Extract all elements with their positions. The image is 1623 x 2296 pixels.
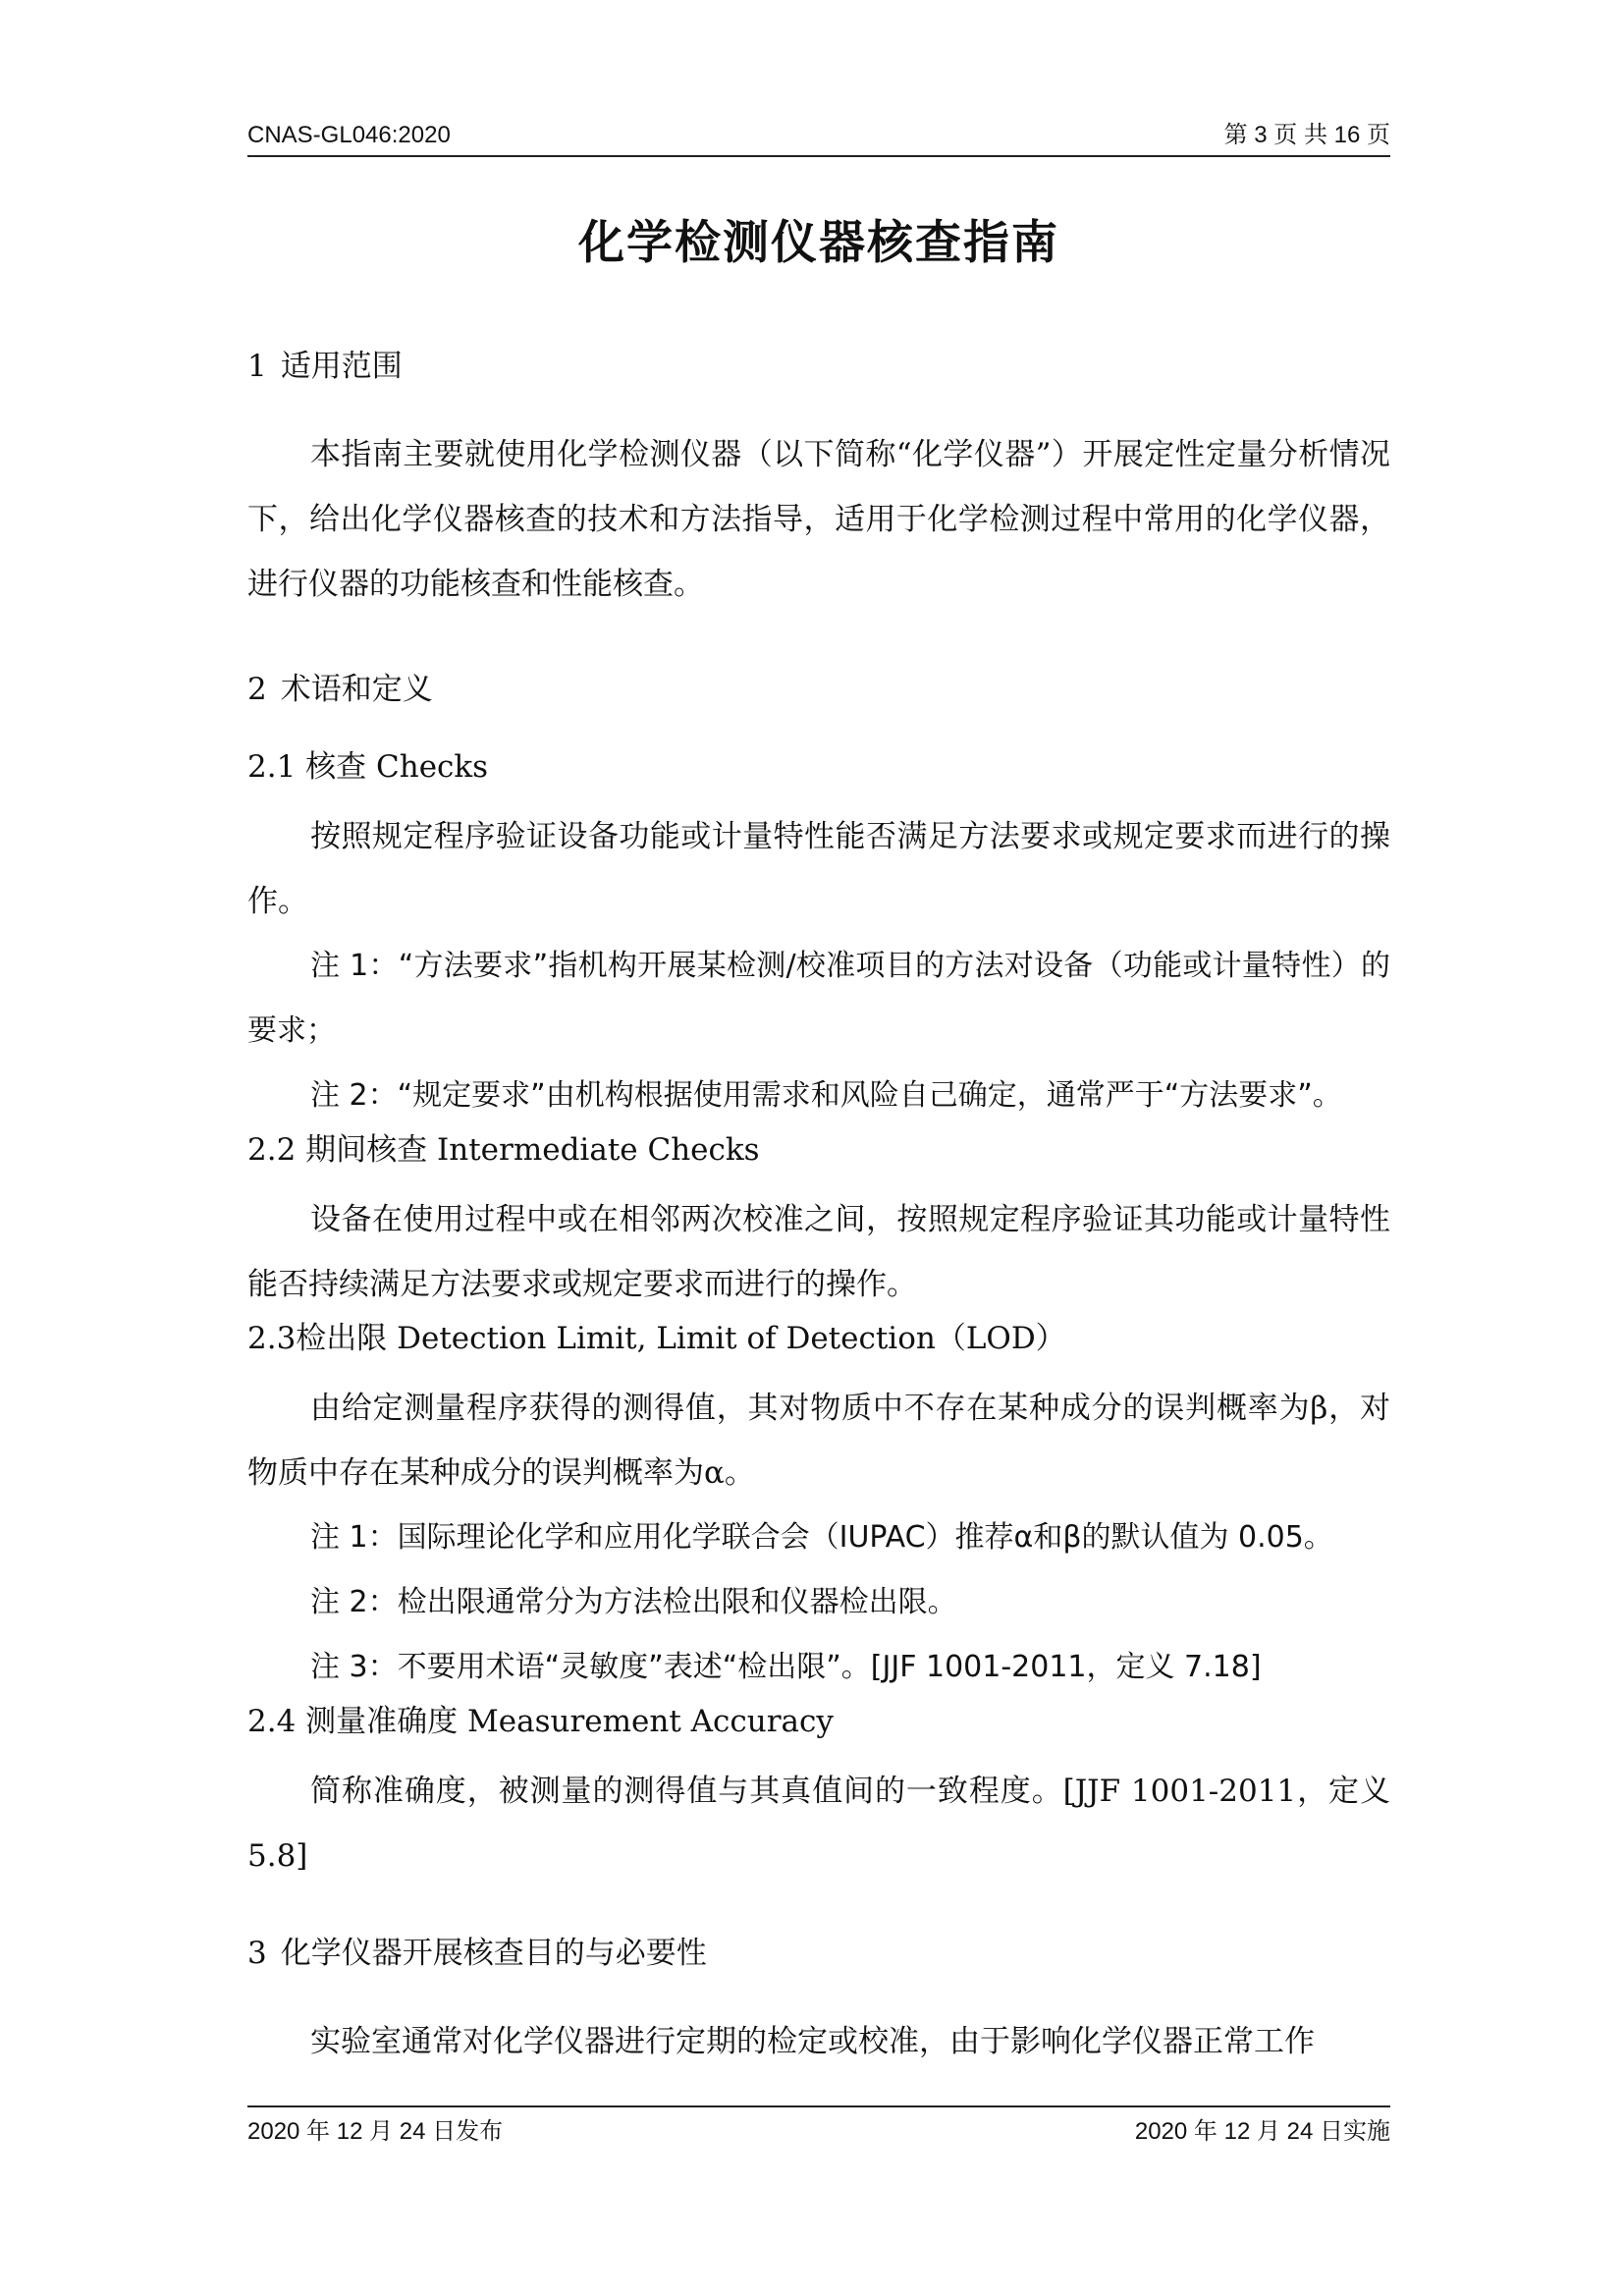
section-1-paragraph: 本指南主要就使用化学检测仪器（以下简称“化学仪器”）开展定性定量分析情况下，给出化学仪器核查的技术和方法指导，适用于化学检测过程中常用的化学仪器，进行仪器的功能核查和性能核查。 [247, 437, 1390, 602]
section-3-heading [247, 1928, 1390, 1972]
section-title: 适用范围 [280, 349, 403, 384]
section-3-paragraph: 实验室通常对化学仪器进行定期的检定或校准，由于影响化学仪器正常工作 [310, 2024, 1315, 2059]
effective-date: 2020 年 12 月 24 日实施 [1134, 2118, 1390, 2145]
section-2-heading [247, 664, 1390, 708]
section-number: 1 [247, 349, 267, 384]
section-number: 2 [247, 672, 267, 707]
subsection-2-3-note-1: 注 1：国际理论化学和应用化学联合会（IUPAC）推荐α和β的默认值为 0.05。 [310, 1520, 1333, 1555]
document-body [247, 206, 1390, 2074]
document-title: 化学检测仪器核查指南 [578, 216, 1059, 270]
subsection-2-2-heading: 2.2 期间核查 Intermediate Checks [247, 1132, 760, 1168]
subsection-2-3-note-2: 注 2：检出限通常分为方法检出限和仪器检出限。 [310, 1585, 957, 1619]
section-title: 术语和定义 [280, 672, 433, 707]
subsection-2-1-heading: 2.1 核查 Checks [247, 749, 489, 785]
section-1-heading [247, 341, 1390, 385]
page-header [247, 114, 1390, 157]
section-number: 3 [247, 1936, 267, 1971]
subsection-2-3-note-3: 注 3：不要用术语“灵敏度”表述“检出限”。[JJF 1001-2011，定义 7.18] [310, 1650, 1262, 1684]
document-code: CNAS-GL046:2020 [247, 122, 451, 148]
publish-date: 2020 年 12 月 24 日发布 [247, 2118, 504, 2145]
subsection-2-1-paragraph: 按照规定程序验证设备功能或计量特性能否满足方法要求或规定要求而进行的操作。 [247, 819, 1390, 919]
subsection-2-4-heading: 2.4 测量准确度 Measurement Accuracy [247, 1704, 834, 1739]
subsection-2-3-heading: 2.3检出限 Detection Limit, Limit of Detection（LOD） [247, 1321, 1066, 1356]
subsection-2-4-paragraph: 简称准确度，被测量的测得值与其真值间的一致程度。[JJF 1001-2011，定义 5.8] [247, 1774, 1390, 1874]
subsection-2-1-note-1: 注 1：“方法要求”指机构开展某检测/校准项目的方法对设备（功能或计量特性）的要求； [247, 949, 1390, 1048]
subsection-2-3-paragraph: 由给定测量程序获得的测得值，其对物质中不存在某种成分的误判概率为β，对物质中存在某种成分的误判概率为α。 [247, 1391, 1390, 1491]
subsection-2-2-paragraph: 设备在使用过程中或在相邻两次校准之间，按照规定程序验证其功能或计量特性能否持续满足方法要求或规定要求而进行的操作。 [247, 1202, 1390, 1302]
subsection-2-1-note-2: 注 2：“规定要求”由机构根据使用需求和风险自己确定，通常严于“方法要求”。 [310, 1078, 1342, 1113]
page-footer [247, 2105, 1390, 2147]
section-title: 化学仪器开展核查目的与必要性 [280, 1936, 707, 1971]
page-number: 第 3 页 共 16 页 [1223, 122, 1390, 148]
